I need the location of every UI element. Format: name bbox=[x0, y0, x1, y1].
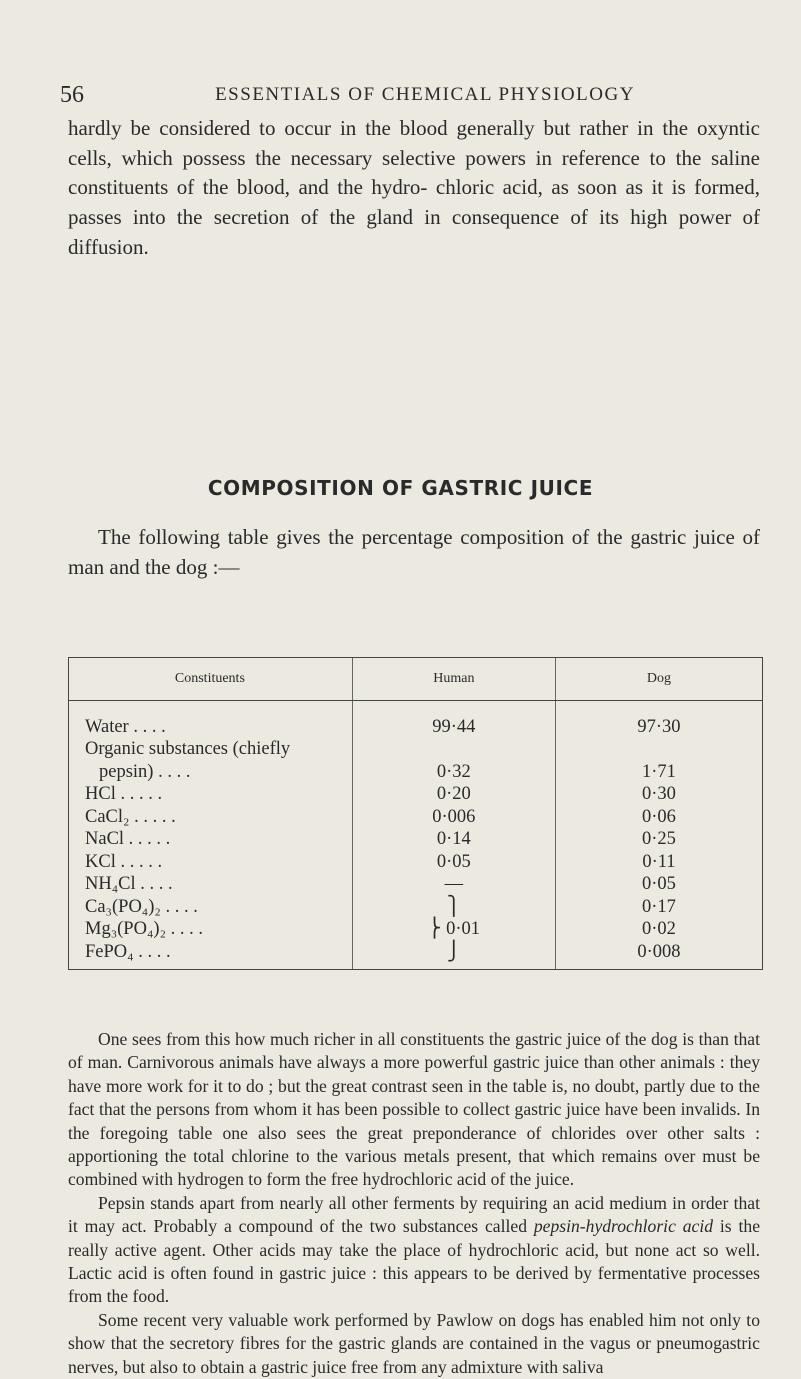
table-row bbox=[69, 738, 763, 761]
cell-constituent: Organic substances (chiefly bbox=[69, 738, 353, 761]
cell-dog: 0·25 bbox=[555, 828, 762, 851]
cell-human: 99·44 bbox=[352, 701, 555, 738]
paragraph-4-before: Pepsin stands apart from nearly all other ferments by requiring an acid medium in order that it may act. Probably a compound of the two substances called bbox=[68, 1192, 760, 1237]
cell-human: 0·14 bbox=[352, 828, 555, 851]
cell-constituent: NH₄Cl . . . . bbox=[69, 873, 353, 896]
cell-human: ⎫ bbox=[352, 895, 555, 918]
paragraph-2: The following table gives the percentage composition of the gastric juice of man and the dog :— bbox=[68, 525, 760, 579]
cell-constituent: Water . . . . bbox=[69, 701, 353, 738]
table-row bbox=[69, 805, 763, 828]
cell-constituent: HCl . . . . . bbox=[69, 783, 353, 806]
cell-constituent: KCl . . . . . bbox=[69, 850, 353, 873]
running-title: ESSENTIALS OF CHEMICAL PHYSIOLOGY bbox=[215, 84, 635, 105]
cell-dog: 0·008 bbox=[555, 940, 762, 969]
cell-human bbox=[352, 738, 555, 761]
table-row bbox=[69, 701, 763, 738]
cell-dog: 0·06 bbox=[555, 805, 762, 828]
table-row bbox=[69, 940, 763, 969]
paragraph-1: hardly be considered to occur in the blood generally but rather in the oxyntic cells, which possess the necessary selective powers in reference to the saline constituents of the blood, and the hydro- chloric acid, as soon as it is formed, passes into the secretion of the gland in consequence of its high power of diffusion. bbox=[68, 116, 760, 259]
cell-human: 0·006 bbox=[352, 805, 555, 828]
header-human: Human bbox=[352, 658, 555, 701]
cell-constituent: NaCl . . . . . bbox=[69, 828, 353, 851]
cell-dog bbox=[555, 738, 762, 761]
cell-dog: 1·71 bbox=[555, 760, 762, 783]
paragraph-3-text: One sees from this how much richer in all constituents the gastric juice of the dog is than that of man. Carnivorous animals have always a more powerful gastric juice than other animals : they have more work for it to do ; but the great contrast seen in the table is, no doubt, partly due to the fact that the persons from whom it has been possible to collect gastric juice have been invalids. In the foregoing table one also sees the great preponderance of chlorides over other salts : apportioning the total chlorine to the various metals present, that which remains over must be combined with hydrogen to form the free hydrochloric acid of the juice. bbox=[68, 1029, 760, 1190]
cell-human: — bbox=[352, 873, 555, 896]
composition-table-grid bbox=[68, 657, 763, 970]
cell-constituent: FePO₄ . . . . bbox=[69, 940, 353, 969]
cell-constituent: pepsin) . . . . bbox=[69, 760, 353, 783]
table-row bbox=[69, 873, 763, 896]
cell-constituent: CaCl₂ . . . . . bbox=[69, 805, 353, 828]
paragraph-4-after: is the really active agent. Other acids may take the place of hydrochloric acid, but none act so well. Lactic acid is often found in gastric juice : this appears to be derived by fermentative processes from the food. bbox=[68, 1216, 760, 1307]
composition-table bbox=[68, 657, 763, 1012]
table-header-row bbox=[69, 658, 763, 701]
cell-dog: 0·17 bbox=[555, 895, 762, 918]
cell-human: 0·20 bbox=[352, 783, 555, 806]
cell-constituent: Mg₃(PO₄)₂ . . . . bbox=[69, 918, 353, 941]
cell-human: ⎬ 0·01 bbox=[352, 918, 555, 941]
section-heading: COMPOSITION OF GASTRIC JUICE bbox=[207, 476, 594, 500]
cell-dog: 0·30 bbox=[555, 783, 762, 806]
table-row bbox=[69, 895, 763, 918]
table-row bbox=[69, 760, 763, 783]
table-row bbox=[69, 850, 763, 873]
header-dog: Dog bbox=[555, 658, 762, 701]
cell-constituent: Ca₃(PO₄)₂ . . . . bbox=[69, 895, 353, 918]
paragraph-5-text: Some recent very valuable work performed by Pawlow on dogs has enabled him not only to show that the secretory fibres for the gastric glands are contained in the vagus or pneumogastric nerves, but also to obtain a gastric juice free from any admixture with saliva bbox=[68, 1309, 760, 1377]
header-constituents: Constituents bbox=[69, 658, 353, 701]
cell-dog: 97·30 bbox=[555, 701, 762, 738]
table-row bbox=[69, 783, 763, 806]
lower-text-block bbox=[68, 1028, 760, 1377]
cell-human: ⎭ bbox=[352, 940, 555, 969]
cell-dog: 0·05 bbox=[555, 873, 762, 896]
cell-dog: 0·11 bbox=[555, 850, 762, 873]
paragraph-4-italic-term: pepsin-hydrochloric acid bbox=[533, 1216, 714, 1237]
table-row bbox=[69, 918, 763, 941]
page-number: 56 bbox=[60, 82, 84, 108]
cell-human: 0·32 bbox=[352, 760, 555, 783]
table-row bbox=[69, 828, 763, 851]
page-header bbox=[60, 82, 750, 112]
paragraph-4-text bbox=[68, 1192, 760, 1309]
cell-human: 0·05 bbox=[352, 850, 555, 873]
cell-dog: 0·02 bbox=[555, 918, 762, 941]
